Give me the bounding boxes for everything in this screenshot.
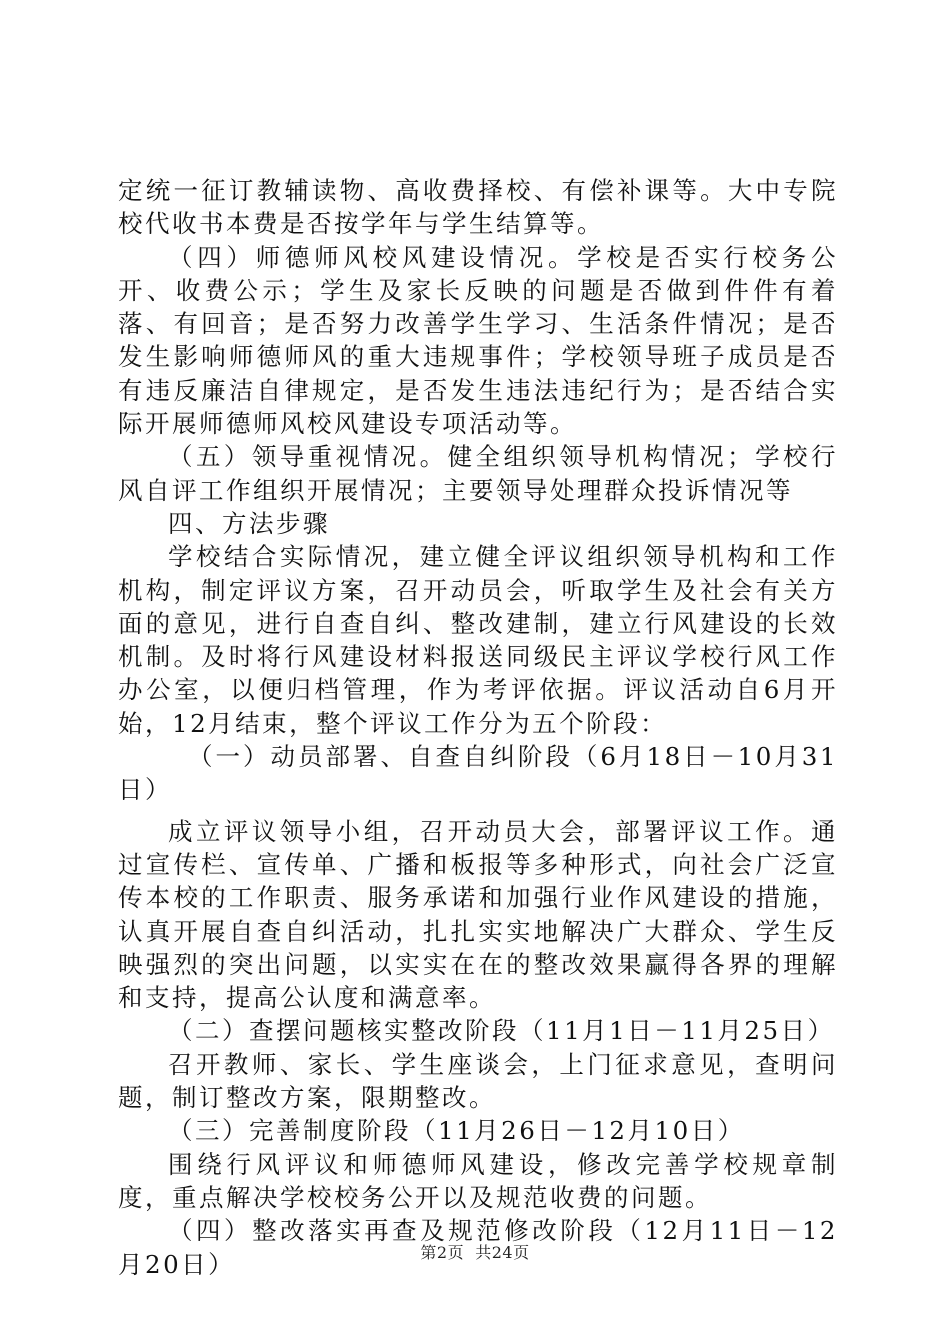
heading-phase-1: （一）动员部署、自查自纠阶段（6月18日－10月31日） xyxy=(118,742,838,805)
page-number-label: 第2页 共24页 xyxy=(420,1243,530,1262)
paragraph-continuation: 定统一征订教辅读物、高收费择校、有偿补课等。大中专院校代收书本费是否按学年与学生结算等。 xyxy=(118,176,838,239)
paragraph-phase-1-body: 成立评议领导小组，召开动员大会，部署评议工作。通过宣传栏、宣传单、广播和板报等多种形式，向社会广泛宣传本校的工作职责、服务承诺和加强行业作风建设的措施，认真开展自查自纠活动，扎扎实实地解决广大群众、学生反映强烈的突出问题，以实实在在的整改效果赢得各界的理解和支持，提高公认度和满意率。 xyxy=(118,816,838,1013)
paragraph-section-5-leadership: （五）领导重视情况。健全组织领导机构情况；学校行风自评工作组织开展情况；主要领导处理群众投诉情况等 xyxy=(118,442,838,505)
page-footer xyxy=(0,1240,950,1263)
paragraph-section-4-ethics: （四）师德师风校风建设情况。学校是否实行校务公开、收费公示；学生及家长反映的问题是否做到件件有着落、有回音；是否努力改善学生学习、生活条件情况；是否发生影响师德师风的重大违规事件；学校领导班子成员是否有违反廉洁自律规定，是否发生违法违纪行为；是否结合实际开展师德师风校风建设专项活动等。 xyxy=(118,242,838,439)
document-body xyxy=(118,174,838,1281)
heading-phase-3: （三）完善制度阶段（11月26日－12月10日） xyxy=(168,1116,745,1146)
paragraph-phase-2-body: 召开教师、家长、学生座谈会，上门征求意见，查明问题，制订整改方案，限期整改。 xyxy=(118,1049,838,1113)
paragraph-phase-3-body: 围绕行风评议和师德师风建设，修改完善学校规章制度，重点解决学校校务公开以及规范收费的问题。 xyxy=(118,1149,838,1212)
heading-methods-steps: 四、方法步骤 xyxy=(168,508,330,538)
heading-phase-2: （二）查摆问题核实整改阶段（11月1日－11月25日） xyxy=(168,1016,835,1046)
paragraph-methods-intro: 学校结合实际情况，建立健全评议组织领导机构和工作机构，制定评议方案，召开动员会，听取学生及社会有关方面的意见，进行自查自纠、整改建制，建立行风建设的长效机制。及时将行风建设材料报送同级民主评议学校行风工作办公室，以便归档管理，作为考评依据。评议活动自6月开始，12月结束，整个评议工作分为五个阶段： xyxy=(118,542,838,738)
heading-phase-4: （四）整改落实再查及规范修改阶段（12月11日－12月20日） xyxy=(118,1216,838,1279)
